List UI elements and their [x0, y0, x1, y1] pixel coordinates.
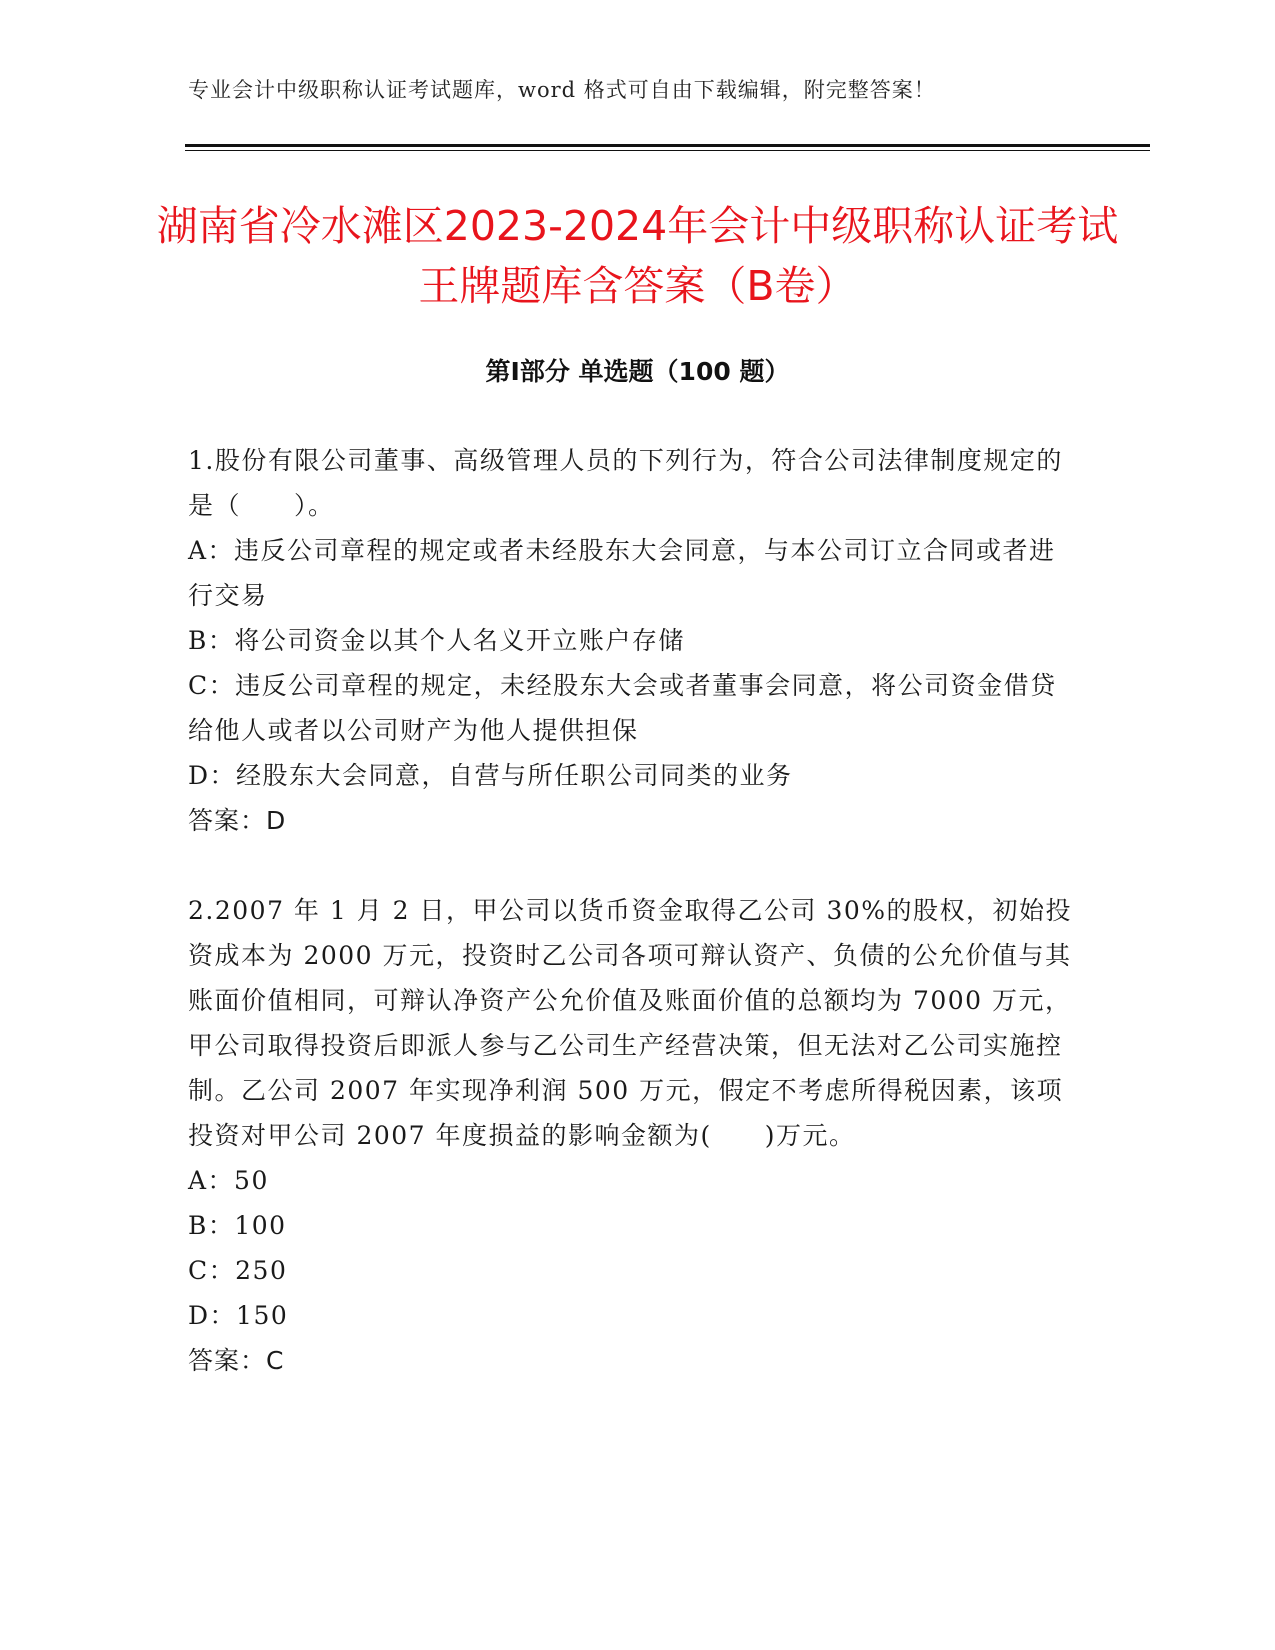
question-text: 2.2007 年 1 月 2 日，甲公司以货币资金取得乙公司 30%的股权，初始投资成本为 2000 万元，投资时乙公司各项可辩认资产、负债的公允价值与其账面价值相同，可辩认净资产公允价值及账面价值的总额均为 7000 万元，甲公司取得投资后即派人参与乙公司生产经营决策，但无法对乙公司实施控制。乙公司 2007 年实现净利润 500 万元，假定不考虑所得税因素，该项投资对甲公司 2007 年度损益的影响金额为( )万元。	[188, 896, 1073, 1150]
option-b: B：将公司资金以其个人名义开立账户存储	[188, 626, 685, 655]
document-title: 湖南省冷水滩区2023-2024年会计中级职称认证考试王牌题库含答案（B卷）	[156, 202, 1119, 310]
question-list	[188, 438, 1073, 1428]
answer: 答案：D	[188, 806, 287, 835]
header-divider-thin	[185, 150, 1150, 151]
option-d: D：150	[188, 1301, 289, 1330]
option-b: B：100	[188, 1211, 287, 1240]
option-c: C：违反公司章程的规定，未经股东大会或者董事会同意，将公司资金借贷给他人或者以公司财产为他人提供担保	[188, 671, 1057, 745]
question-1	[188, 438, 1073, 843]
question-text: 1.股份有限公司董事、高级管理人员的下列行为，符合公司法律制度规定的是（ ）。	[188, 446, 1063, 520]
option-a: A：违反公司章程的规定或者未经股东大会同意，与本公司订立合同或者进行交易	[188, 536, 1056, 610]
option-d: D：经股东大会同意，自营与所任职公司同类的业务	[188, 761, 793, 790]
question-2	[188, 888, 1073, 1383]
section-title: 第Ⅰ部分 单选题（100 题）	[485, 357, 790, 386]
header-divider-thick	[185, 144, 1150, 147]
answer: 答案：C	[188, 1346, 285, 1375]
option-a: A：50	[188, 1166, 269, 1195]
option-c: C：250	[188, 1256, 288, 1285]
header-note: 专业会计中级职称认证考试题库，word 格式可自由下载编辑，附完整答案！	[188, 78, 936, 102]
